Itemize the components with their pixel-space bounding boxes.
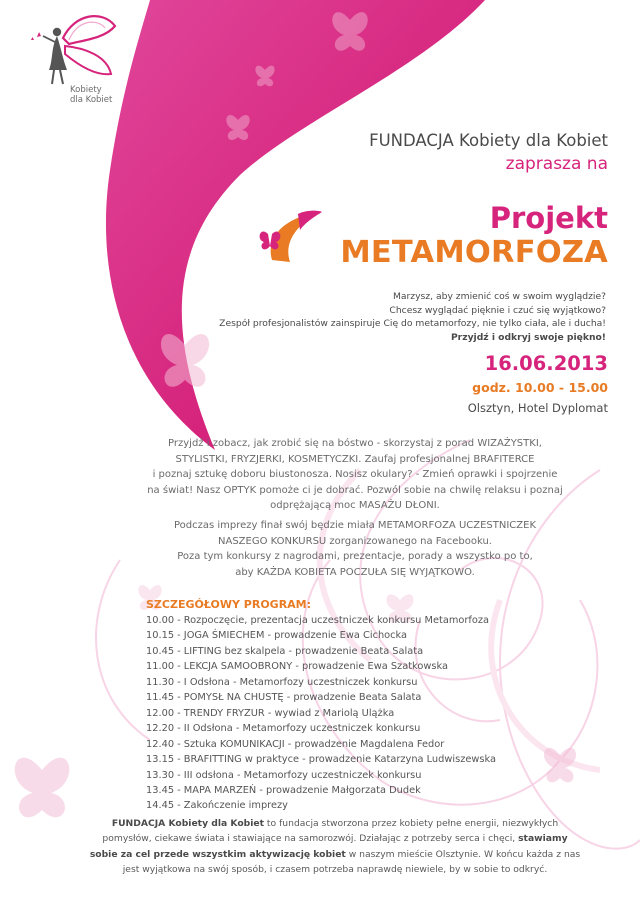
- footer-text: to fundacja stworzona przez kobiety pełne energii, niezwykłych: [264, 818, 559, 829]
- logo-line1: Kobiety: [70, 85, 102, 95]
- footer-about: [60, 816, 610, 877]
- program-item: 11.00 - LEKCJA SAMOOBRONY - prowadzenie Ewa Szatkowska: [146, 661, 448, 673]
- footer-line: [60, 862, 610, 877]
- footer-org: FUNDACJA Kobiety dla Kobiet: [111, 818, 264, 829]
- butterfly-icon: [15, 758, 70, 818]
- logo-label: [70, 86, 112, 105]
- event-description: [98, 436, 612, 580]
- description-line: odprężającą moc MASAŻU DŁONI.: [270, 500, 440, 512]
- intro-closing: Przyjdź i odkryj swoje piękno!: [450, 331, 606, 343]
- description-line: aby KAŻDA KOBIETA POCZUŁA SIĘ WYJĄTKOWO.: [235, 566, 475, 578]
- invites-heading: zaprasza na: [505, 154, 608, 174]
- project-title-word1: Projekt: [489, 201, 608, 235]
- program-item: 10.45 - LIFTING bez skalpela - prowadzenie Beata Salata: [146, 645, 424, 657]
- intro-text: [136, 290, 606, 344]
- event-date: 16.06.2013: [484, 352, 608, 375]
- description-line: Poza tym konkursy z nagrodami, prezentacje, porady a wszystko po to,: [177, 551, 533, 563]
- footer-line: [60, 831, 610, 846]
- program-item: 11.45 - POMYSŁ NA CHUSTĘ - prowadzenie Beata Salata: [146, 692, 422, 704]
- program-item: 11.30 - I Odsłona - Metamorfozy uczestniczek konkursu: [146, 676, 418, 688]
- program-item: 12.20 - II Odsłona - Metamorfozy uczestniczek konkursu: [146, 723, 421, 735]
- program-item: 10.15 - JOGA ŚMIECHEM - prowadzenie Ewa Cichocka: [146, 630, 408, 642]
- description-line: i poznaj sztukę doboru biustonosza. Nosisz okulary? - Zmień oprawki i spojrzenie: [152, 469, 558, 481]
- logo-fairy-icon: [31, 16, 115, 84]
- event-hours: godz. 10.00 - 15.00: [472, 380, 608, 395]
- program-item: 10.00 - Rozpoczęcie, prezentacja uczestniczek konkursu Metamorfoza: [146, 615, 489, 626]
- program-item: 12.00 - TRENDY FRYZUR - wywiad z Mariolą Ulążka: [146, 707, 395, 719]
- program-item: 13.15 - BRAFITTING w praktyce - prowadzenie Katarzyna Ludwiszewska: [146, 754, 496, 766]
- description-line: Podczas imprezy finał swój będzie miała METAMORFOZA UCZESTNICZEK: [173, 519, 537, 531]
- project-title-word2: METAMORFOZA: [340, 235, 608, 270]
- program-item: 13.30 - III odsłona - Metamorfozy uczestniczek konkursu: [146, 769, 422, 781]
- footer-text: pomysłów, ciekawe świata i stawiające na samorozwój. Działając z potrzeby serca i chęci,: [102, 833, 519, 845]
- program-item: 13.45 - MAPA MARZEŃ - prowadzenie Małgorzata Dudek: [146, 784, 421, 796]
- footer-text: jest wyjątkowa na swój sposób, i czasem potrzeba naprawdę niewiele, by w sobie to odkryć.: [122, 863, 548, 875]
- intro-line: Zespół profesjonalistów zainspiruje Cię do metamorfozy, nie tylko ciała, ale i ducha!: [219, 318, 606, 329]
- footer-bold: sobie za cel przede wszystkim aktywizację kobiet: [89, 848, 346, 860]
- logo-line2: dla Kobiet: [70, 94, 113, 105]
- metamorfoza-logo-icon: [260, 211, 322, 262]
- foundation-heading: FUNDACJA Kobiety dla Kobiet: [369, 131, 608, 150]
- description-line: na świat! Nasz OPTYK pomoże ci je dobrać. Pozwól sobie na chwilę relaksu i poznaj: [147, 484, 563, 496]
- footer-text: w naszym mieście Olsztynie. W końcu każda z nas: [345, 848, 581, 860]
- program-list: [146, 613, 496, 814]
- program-title: SZCZEGÓŁOWY PROGRAM:: [146, 598, 312, 611]
- event-place: Olsztyn, Hotel Dyplomat: [467, 401, 608, 415]
- intro-line: Marzysz, aby zmienić coś w swoim wyglądzie?: [392, 291, 606, 302]
- footer-line: [60, 816, 610, 831]
- description-line: NASZEGO KONKURSU zorganizowanego na Facebooku.: [218, 535, 492, 547]
- footer-line: [60, 847, 610, 862]
- footer-bold: stawiamy: [518, 833, 568, 845]
- intro-line: Chcesz wyglądać pięknie i czuć się wyjątkowo?: [389, 304, 606, 316]
- description-line: Przyjdź i zobacz, jak zrobić się na bóstwo - skorzystaj z porad WIZAŻYSTKI,: [168, 438, 542, 449]
- description-line: STYLISTKI, FRYZJERKI, KOSMETYCZKI. Zaufaj profesjonalnej BRAFITERCE: [175, 453, 535, 465]
- program-item: 14.45 - Zakończenie imprezy: [146, 800, 288, 812]
- program-item: 12.40 - Sztuka KOMUNIKACJI - prowadzenie Magdalena Fedor: [146, 738, 445, 750]
